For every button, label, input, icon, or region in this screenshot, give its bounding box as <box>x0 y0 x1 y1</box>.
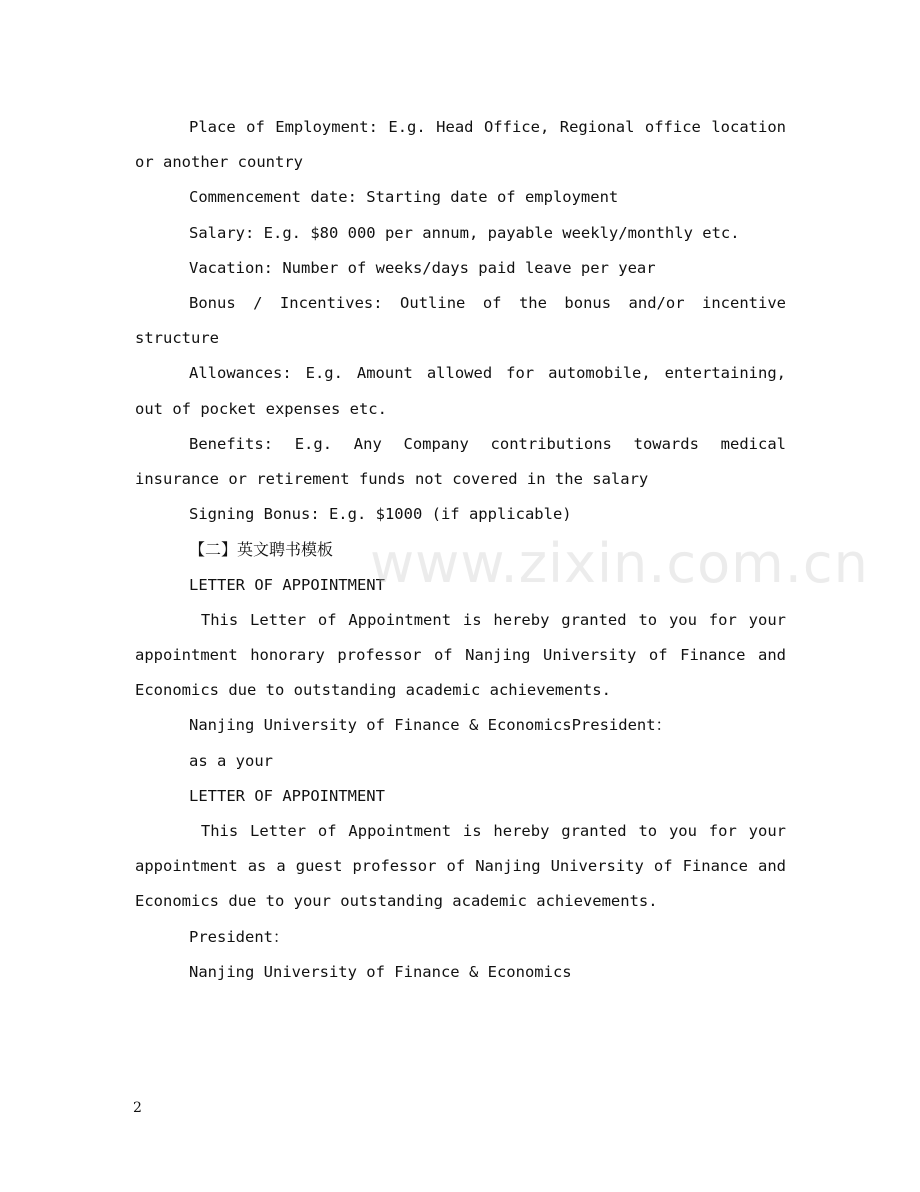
signature-line-1: Nanjing University of Finance & EconomicsPresident： <box>189 716 672 735</box>
university-name-line: Nanjing University of Finance & Economics <box>189 962 572 981</box>
commencement-date-paragraph: Commencement date: Starting date of employment <box>189 188 619 207</box>
vacation-paragraph: Vacation: Number of weeks/days paid leave per year <box>189 258 656 277</box>
section-heading: 【二】英文聘书模板 <box>189 540 334 560</box>
page-body <box>135 110 796 990</box>
place-of-employment-paragraph: Place of Employment: E.g. Head Office, Regional office location or another country <box>135 118 786 172</box>
allowances-paragraph: Allowances: E.g. Amount allowed for automobile, entertaining, out of pocket expenses etc. <box>135 364 786 418</box>
fragment-line: as a your <box>189 751 273 770</box>
letter-body-2: This Letter of Appointment is hereby granted to you for your appointment as a guest professor of Nanjing University of Finance and Economics due to your outstanding academic achievements. <box>135 822 796 911</box>
watermark: www.zixin.com.cn <box>370 532 869 595</box>
letter-title-1: LETTER OF APPOINTMENT <box>189 575 385 594</box>
letter-body-1: This Letter of Appointment is hereby granted to you for your appointment honorary professor of Nanjing University of Finance and Economics due to outstanding academic achievements. <box>135 610 796 700</box>
president-label: President： <box>189 927 289 946</box>
page-number: 2 <box>133 1100 142 1116</box>
salary-paragraph: Salary: E.g. $80 000 per annum, payable weekly/monthly etc. <box>189 223 740 242</box>
letter-title-2: LETTER OF APPOINTMENT <box>189 786 385 805</box>
benefits-paragraph: Benefits: E.g. Any Company contributions towards medical insurance or retirement funds not covered in the salary <box>135 434 786 489</box>
signing-bonus-paragraph: Signing Bonus: E.g. $1000 (if applicable) <box>189 505 572 524</box>
bonus-paragraph: Bonus / Incentives: Outline of the bonus and/or incentive structure <box>135 294 786 348</box>
